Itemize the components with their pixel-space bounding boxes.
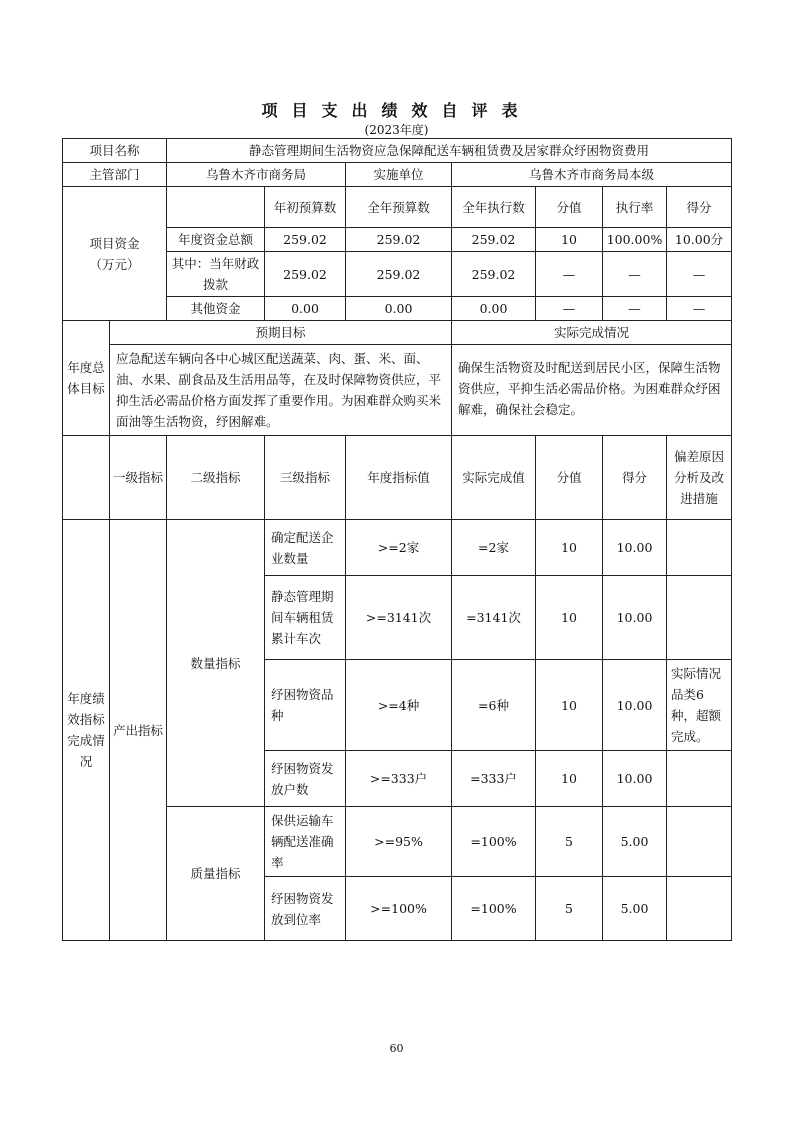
funds-cell: — xyxy=(536,297,603,321)
ind-header: 一级指标 xyxy=(110,436,167,520)
indicator-score-value: 10 xyxy=(536,660,603,751)
funds-cell: 259.02 xyxy=(265,252,346,297)
indicator-note xyxy=(667,807,732,877)
indicator-score: 10.00 xyxy=(603,751,667,807)
funds-label: 项目资金 （万元） xyxy=(63,187,167,321)
unit-value: 乌鲁木齐市商务局本级 xyxy=(452,163,732,187)
indicator-score: 5.00 xyxy=(603,877,667,941)
indicator-name: 确定配送企业数量 xyxy=(265,520,346,576)
goal-expected-text: 应急配送车辆向各中心城区配送蔬菜、肉、蛋、米、面、油、水果、副食品及生活用品等，在及时保障物资供应，平抑生活必需品价格方面发挥了重要作用。为困难群众购买米面油等生活物资，纾困解难。 xyxy=(110,345,452,436)
dept-value: 乌鲁木齐市商务局 xyxy=(167,163,346,187)
performance-table xyxy=(62,138,732,941)
funds-cell: — xyxy=(667,252,732,297)
funds-blank xyxy=(167,187,265,228)
project-name: 静态管理期间生活物资应急保障配送车辆租赁费及居家群众纾困物资费用 xyxy=(167,139,732,163)
project-name-label: 项目名称 xyxy=(63,139,167,163)
goal-actual-header: 实际完成情况 xyxy=(452,321,732,345)
indicator-target: >=95% xyxy=(346,807,452,877)
indicator-actual: =2家 xyxy=(452,520,536,576)
funds-cell: — xyxy=(603,297,667,321)
indicator-score: 10.00 xyxy=(603,520,667,576)
indicator-score-value: 5 xyxy=(536,807,603,877)
goal-label: 年度总体目标 xyxy=(63,321,110,436)
funds-header: 执行率 xyxy=(603,187,667,228)
funds-cell: — xyxy=(667,297,732,321)
level2-quantity: 数量指标 xyxy=(167,520,265,807)
funds-header: 分值 xyxy=(536,187,603,228)
indicator-name: 纾困物资品种 xyxy=(265,660,346,751)
unit-label: 实施单位 xyxy=(346,163,452,187)
indicator-target: >=4种 xyxy=(346,660,452,751)
indicator-target: >=2家 xyxy=(346,520,452,576)
funds-cell: 259.02 xyxy=(452,252,536,297)
funds-row-label: 其他资金 xyxy=(167,297,265,321)
perf-label: 年度绩效指标完成情况 xyxy=(63,520,110,941)
indicator-note xyxy=(667,877,732,941)
indicator-score: 5.00 xyxy=(603,807,667,877)
dept-label: 主管部门 xyxy=(63,163,167,187)
funds-header: 全年执行数 xyxy=(452,187,536,228)
funds-cell: 0.00 xyxy=(346,297,452,321)
indicator-note xyxy=(667,576,732,660)
funds-cell: 259.02 xyxy=(346,252,452,297)
ind-header-blank xyxy=(63,436,110,520)
indicator-score: 10.00 xyxy=(603,576,667,660)
funds-cell: — xyxy=(536,252,603,297)
ind-header: 年度指标值 xyxy=(346,436,452,520)
indicator-name: 静态管理期间车辆租赁累计车次 xyxy=(265,576,346,660)
indicator-name: 纾困物资发放户数 xyxy=(265,751,346,807)
indicator-note xyxy=(667,751,732,807)
ind-header: 三级指标 xyxy=(265,436,346,520)
indicator-target: >=100% xyxy=(346,877,452,941)
funds-cell: — xyxy=(603,252,667,297)
ind-header: 实际完成值 xyxy=(452,436,536,520)
funds-cell: 10 xyxy=(536,228,603,252)
indicator-score: 10.00 xyxy=(603,660,667,751)
funds-header: 年初预算数 xyxy=(265,187,346,228)
funds-cell: 259.02 xyxy=(265,228,346,252)
funds-row-label: 年度资金总额 xyxy=(167,228,265,252)
indicator-target: >=333户 xyxy=(346,751,452,807)
indicator-note: 实际情况品类6种，超额完成。 xyxy=(667,660,732,751)
indicator-actual: =3141次 xyxy=(452,576,536,660)
ind-header: 二级指标 xyxy=(167,436,265,520)
funds-row-label: 其中：当年财政拨款 xyxy=(167,252,265,297)
funds-cell: 259.02 xyxy=(346,228,452,252)
doc-title: 项目支出绩效自评表 xyxy=(261,101,532,120)
funds-cell: 10.00分 xyxy=(667,228,732,252)
indicator-actual: =6种 xyxy=(452,660,536,751)
indicator-score-value: 10 xyxy=(536,576,603,660)
level1-label: 产出指标 xyxy=(110,520,167,941)
funds-header: 全年预算数 xyxy=(346,187,452,228)
indicator-score-value: 5 xyxy=(536,877,603,941)
funds-cell: 259.02 xyxy=(452,228,536,252)
doc-year: (2023年度) xyxy=(364,123,429,137)
funds-cell: 0.00 xyxy=(265,297,346,321)
funds-cell: 100.00% xyxy=(603,228,667,252)
indicator-actual: =100% xyxy=(452,877,536,941)
ind-header: 偏差原因分析及改进措施 xyxy=(667,436,732,520)
funds-header: 得分 xyxy=(667,187,732,228)
level2-quality: 质量指标 xyxy=(167,807,265,941)
indicator-actual: =333户 xyxy=(452,751,536,807)
funds-cell: 0.00 xyxy=(452,297,536,321)
indicator-name: 纾困物资发放到位率 xyxy=(265,877,346,941)
ind-header: 得分 xyxy=(603,436,667,520)
indicator-score-value: 10 xyxy=(536,751,603,807)
goal-actual-text: 确保生活物资及时配送到居民小区，保障生活物资供应，平抑生活必需品价格。为困难群众纾困解难，确保社会稳定。 xyxy=(452,345,732,436)
indicator-name: 保供运输车辆配送准确率 xyxy=(265,807,346,877)
ind-header: 分值 xyxy=(536,436,603,520)
goal-expected-header: 预期目标 xyxy=(110,321,452,345)
indicator-note xyxy=(667,520,732,576)
indicator-score-value: 10 xyxy=(536,520,603,576)
indicator-target: >=3141次 xyxy=(346,576,452,660)
page-number: 60 xyxy=(389,1042,404,1055)
indicator-actual: =100% xyxy=(452,807,536,877)
